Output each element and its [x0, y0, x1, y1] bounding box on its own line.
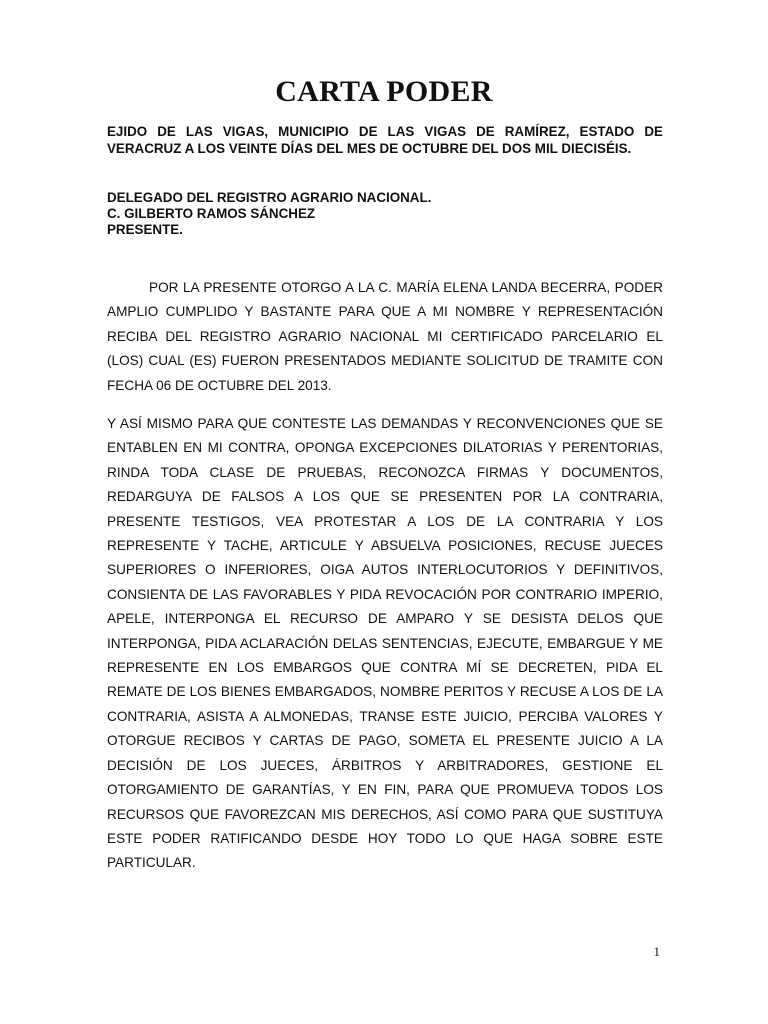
recipient-office: DELEGADO DEL REGISTRO AGRARIO NACIONAL. — [107, 190, 432, 205]
place-and-date-heading: EJIDO DE LAS VIGAS, MUNICIPIO DE LAS VIGAS DE RAMÍREZ, ESTADO DE VERACRUZ A LOS VEINTE DÍAS DEL MES DE OCTUBRE DEL DOS MIL DIECISÉIS. — [107, 124, 663, 156]
recipient-block — [107, 190, 663, 238]
recipient-name: C. GILBERTO RAMOS SÁNCHEZ — [107, 206, 316, 221]
page-number: 1 — [653, 944, 660, 959]
body-paragraph: Y ASÍ MISMO PARA QUE CONTESTE LAS DEMANDAS Y RECONVENCIONES QUE SE ENTABLEN EN MI CONTRA, OPONGA EXCEPCIONES DILATORIAS Y PERENTORIAS, RINDA TODA CLASE DE PRUEBAS, RECONOZCA FIRMAS Y DOCUMENTOS, REDARGUYA DE FALSOS A LOS QUE SE PRESENTEN POR LA CONTRARIA, PRESENTE TESTIGOS, VEA PROTESTAR A LOS DE LA CONTRARIA Y LOS REPRESENTE Y TACHE, ARTICULE Y ABSUELVA POSICIONES, RECUSE JUECES SUPERIORES O INFERIORES, OIGA AUTOS INTERLOCUTORIOS Y DEFINITIVOS, CONSIENTA DE LAS FAVORABLES Y PIDA REVOCACIÓN POR CONTRARIO IMPERIO, APELE, INTERPONGA EL RECURSO DE AMPARO Y SE DESISTA DELOS QUE INTERPONGA, PIDA ACLARACIÓN DELAS SENTENCIAS, EJECUTE, EMBARGUE Y ME REPRESENTE EN LOS EMBARGOS QUE CONTRA MÍ SE DECRETEN, PIDA EL REMATE DE LOS BIENES EMBARGADOS, NOMBRE PERITOS Y RECUSE A LOS DE LA CONTRARIA, ASISTA A ALMONEDAS, TRANSE ESTE JUICIO, PERCIBA VALORES Y OTORGUE RECIBOS Y CARTAS DE PAGO, SOMETA EL PRESENTE JUICIO A LA DECISIÓN DE LOS JUECES, ÁRBITROS Y ARBITRADORES, GESTIONE EL OTORGAMIENTO DE GARANTÍAS, Y EN FIN, PARA QUE PROMUEVA TODOS LOS RECURSOS QUE FAVOREZCAN MIS DERECHOS, ASÍ COMO PARA QUE SUSTITUYA ESTE PODER RATIFICANDO DESDE HOY TODO LO QUE HAGA SOBRE ESTE PARTICULAR. — [107, 416, 663, 871]
body-paragraph: POR LA PRESENTE OTORGO A LA C. MARÍA ELENA LANDA BECERRA, PODER AMPLIO CUMPLIDO Y BASTANTE PARA QUE A MI NOMBRE Y REPRESENTACIÓN RECIBA DEL REGISTRO AGRARIO NACIONAL MI CERTIFICADO PARCELARIO EL (LOS) CUAL (ES) FUERON PRESENTADOS MEDIANTE SOLICITUD DE TRAMITE CON FECHA 06 DE OCTUBRE DEL 2013. — [107, 280, 663, 393]
recipient-present: PRESENTE. — [107, 222, 183, 237]
document-title: CARTA PODER — [275, 75, 493, 108]
